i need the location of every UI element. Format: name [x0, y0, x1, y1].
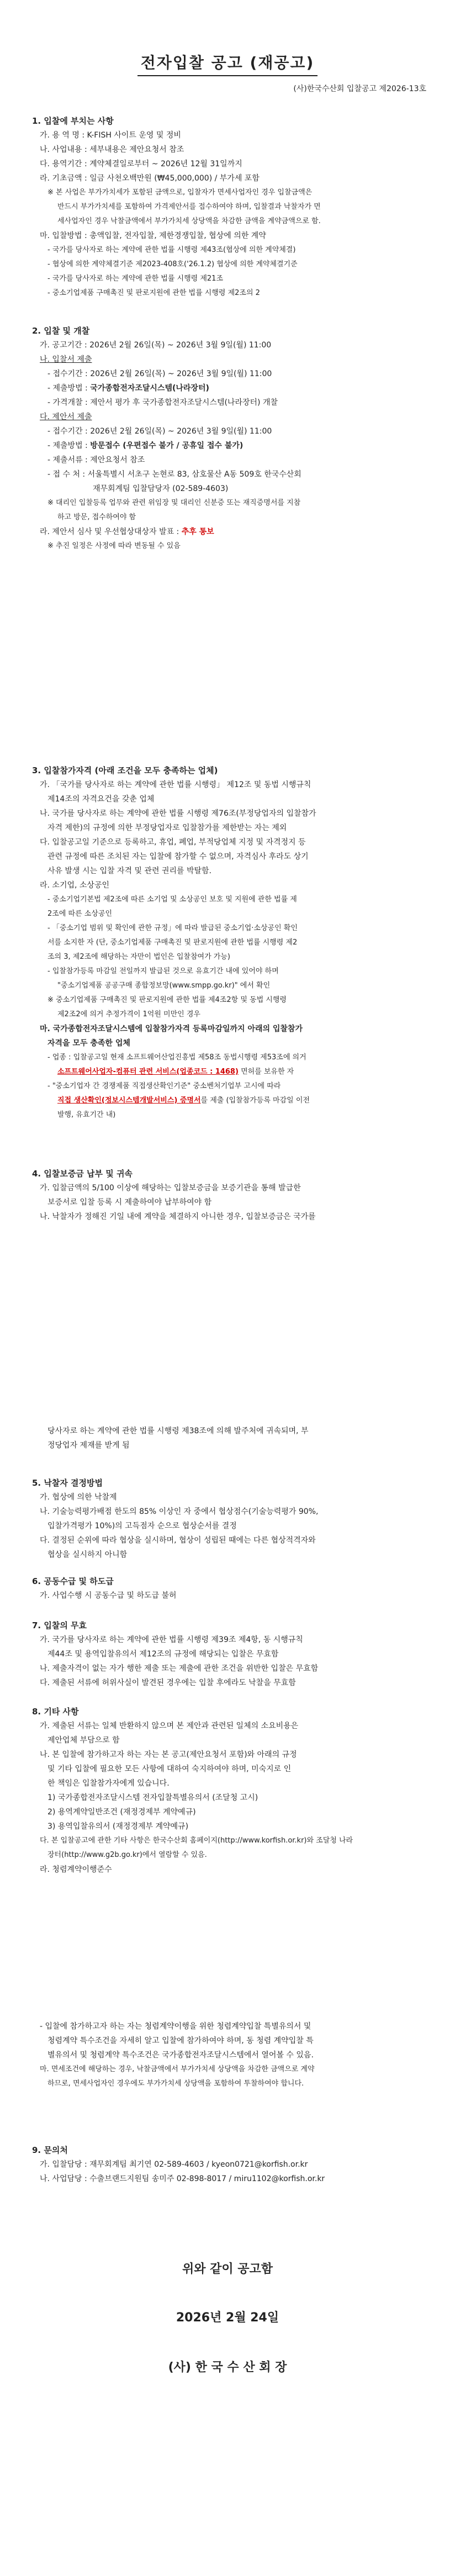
- section-other-matters: [32, 1704, 430, 1877]
- text-line: - 제출서류 : 제안요청서 참조: [47, 456, 145, 464]
- text-line: 가. 사업수행 시 공동수급 및 하도급 불허: [40, 1591, 177, 1600]
- text-line: 다. 본 입찰공고에 관한 기타 사항은 한국수산회 홈페이지(http://www.korfish.or.kr)와 조달청 나라: [40, 1836, 353, 1845]
- section-heading: 8. 기타 사항: [32, 1707, 79, 1717]
- section-heading: 3. 입찰참가자격 (아래 조건을 모두 충족하는 업체): [32, 766, 218, 775]
- text-line: 협상을 실시하지 아니함: [47, 1550, 128, 1559]
- text-line: 반드시 부가가치세를 포함하여 가격제안서를 접수하여야 하며, 입찰결과 낙찰자가 면: [57, 203, 321, 211]
- text-line: 라. 기초금액 : 일금 사천오백만원 (₩45,000,000) / 부가세 포함: [40, 174, 260, 183]
- text-line: 마. 면세조건에 해당하는 경우, 낙찰금액에서 부가가치세 상당액을 차감한 금액으로 계약: [40, 2065, 315, 2073]
- text-line: 나. 입찰서 제출: [40, 355, 92, 364]
- text-line: 당사자로 하는 계약에 관한 법률 시행령 제38조에 의해 발주처에 귀속되며, 부: [47, 1427, 309, 1435]
- text-line: - 접 수 처 : 서울특별시 서초구 논현로 83, 삼호물산 A동 509호 한국수산회: [47, 470, 301, 479]
- text-line: 제14조의 자격요건을 갖춘 업체: [47, 795, 155, 804]
- text-line: 장터(http://www.g2b.go.kr)에서 열람할 수 있음.: [47, 1851, 207, 1859]
- text-line: 라. 제안서 심사 및 우선협상대상자 발표 : 추후 통보: [40, 527, 214, 536]
- text-line: 및 기타 입찰에 필요한 모든 사항에 대하여 숙지하여야 하며, 미숙지로 인: [47, 1765, 292, 1773]
- section-heading: 4. 입찰보증금 납부 및 귀속: [32, 1169, 133, 1179]
- text-line: 소프트웨어사업자-컴퓨터 관련 서비스(업종코드 : 1468) 면허를 보유한 자: [57, 1068, 294, 1076]
- text-line: 하고 방문, 접수하여야 함: [57, 513, 136, 521]
- text-line: 발행, 유효기간 내): [57, 1111, 116, 1119]
- text-line: 세사업자인 경우 낙찰금액에서 부가가치세 상당액을 차감한 금액을 계약금액으로 함.: [57, 217, 321, 225]
- text-line: - 입찰참가등록 마감일 전일까지 발급된 것으로 유효기간 내에 있어야 하며: [47, 967, 279, 975]
- section-heading: 9. 문의처: [32, 2145, 68, 2155]
- section-heading: 2. 입찰 및 개찰: [32, 326, 90, 336]
- text-line: - 업종 : 입찰공고일 현재 소프트웨어산업진흥법 제58조 동법시행령 제53조에 의거: [47, 1053, 306, 1062]
- text-line: 라. 청렴계약이행준수: [40, 1865, 112, 1874]
- text-line: 가. 공고기간 : 2026년 2월 26일(목) ~ 2026년 3월 9일(월) 11:00: [40, 341, 272, 350]
- text-line: 별유의서 및 청렴계약 특수조건은 국가종합전자조달시스템에서 열어볼 수 있음.: [47, 2051, 314, 2060]
- text-line: 다. 용역기간 : 계약체결일로부터 ~ 2026년 12월 31일까지: [40, 160, 242, 168]
- text-line: - 접수기간 : 2026년 2월 26일(목) ~ 2026년 3월 9일(월) 11:00: [47, 369, 272, 378]
- text-line: 2조에 따른 소상공인: [47, 910, 112, 918]
- section-heading: 7. 입찰의 무효: [32, 1620, 87, 1630]
- section-joint-contract: [32, 1574, 430, 1603]
- section-other-matters-continued: [32, 2019, 430, 2091]
- text-line: - 국가를 당사자로 하는 계약에 관한 법률 시행령 제21조: [47, 275, 224, 283]
- text-line: 3) 용역입찰유의서 (재정경제부 계약예규): [47, 1822, 189, 1831]
- text-line: 나. 사업내용 : 세부내용은 제안요청서 참조: [40, 145, 184, 154]
- section-bid-opening: [32, 324, 430, 553]
- text-line: 2) 용역계약일반조건 (재정경제부 계약예규): [47, 1808, 196, 1817]
- text-line: 마. 국가종합전자조달시스템에 입찰참가자격 등록마감일까지 아래의 입찰참가: [40, 1025, 303, 1033]
- text-line: 1) 국가종합전자조달시스템 전자입찰특별유의서 (조달청 고시): [47, 1793, 258, 1802]
- text-line: ※ 대리인 입찰등록 업무와 관련 위임장 및 대리인 신분증 또는 재직증명서를 지참: [47, 499, 301, 507]
- text-line: 조의 3, 제2조에 해당하는 자만이 법인은 입찰참여가 가능): [47, 953, 230, 961]
- section-heading: 5. 낙찰자 결정방법: [32, 1478, 103, 1488]
- text-line: 마. 입찰방법 : 총액입찰, 전자입찰, 제한경쟁입찰, 협상에 의한 계약: [40, 231, 266, 240]
- text-line: 하므로, 면세사업자인 경우에도 부가가치세 상당액을 포함하여 투찰하여야 합니다.: [47, 2079, 304, 2088]
- text-line: 자격 제한)의 규정에 의한 부정당업자로 입찰참가를 제한받는 자는 제외: [47, 824, 287, 832]
- section-bid-bond: [32, 1166, 430, 1224]
- text-line: 사유 발생 시는 입찰 자격 및 관련 권리를 박탈함.: [47, 867, 212, 875]
- section-award-method: [32, 1476, 430, 1562]
- text-line: ※ 추진 일정은 사정에 따라 변동될 수 있음: [47, 542, 181, 550]
- text-line: - 중소기업제품 구매촉진 및 판로지원에 관한 법률 시행령 제2조의 2: [47, 289, 260, 297]
- section-contact: [32, 2143, 430, 2186]
- text-line: 관련 규정에 따른 조치된 자는 입찰에 참가할 수 없으며, 자격심사 후라도 상기: [47, 852, 309, 861]
- text-line: 다. 제출된 서류에 허위사실이 발견된 경우에는 입찰 후에라도 낙찰을 무효함: [40, 1678, 296, 1687]
- text-line: 가. 용 역 명 : K-FISH 사이트 운영 및 정비: [40, 131, 181, 140]
- production-certificate-requirement: 직접 생산확인(정보시스템개발서비스) 증명서: [57, 1096, 201, 1105]
- text-line: - 입찰에 참가하고자 하는 자는 청렴계약이행을 위한 청렴계약입찰 특별유의서 및: [40, 2022, 311, 2031]
- text-line: ※ 본 사업은 부가가치세가 포함된 금액으로, 입찰자가 면세사업자인 경우 입찰금액은: [47, 188, 313, 197]
- closing-statement: 위와 같이 공고함: [182, 2262, 273, 2276]
- contact-project: 나. 사업담당 : 수출브랜드지원팀 송미주 02-898-8017 / miru1102@korfish.or.kr: [40, 2174, 325, 2183]
- text-line: 다. 입찰공고일 기준으로 등록하고, 휴업, 폐업, 부적당업체 지정 및 자격정지 등: [40, 838, 306, 847]
- closing-signature: (사) 한 국 수 산 회 장: [168, 2361, 287, 2374]
- text-line: - 국가를 당사자로 하는 계약에 관한 법률 시행령 제43조(협상에 의한 계약체결): [47, 246, 296, 254]
- section-eligibility: [32, 763, 430, 1122]
- announce-later-text: 추후 통보: [181, 527, 214, 536]
- text-line: 제2조2에 의거 추정가격이 1억원 미만인 경우: [57, 1010, 200, 1018]
- text-line: - 협상에 의한 계약체결기준 제2023-408호('26.1.2) 협상에 의한 계약체결기준: [47, 260, 298, 268]
- text-line: 자격을 모두 충족한 업체: [47, 1039, 130, 1048]
- section-heading: 1. 입찰에 부치는 사항: [32, 116, 114, 126]
- text-line: 제안업체 부담으로 함: [47, 1736, 120, 1745]
- text-line: 다. 결정된 순위에 따라 협상을 실시하며, 협상이 성립된 때에는 다른 협상적격자와: [40, 1536, 316, 1545]
- section-bid-items: [32, 114, 430, 300]
- license-requirement: 소프트웨어사업자-컴퓨터 관련 서비스(업종코드 : 1468): [57, 1068, 239, 1076]
- text-line: 청렴계약 특수조건을 자세히 알고 입찰에 참가하여야 하며, 동 청렴 계약입찰 특: [47, 2036, 314, 2045]
- text-line: 보증서로 입찰 등록 시 제출하여야 납부하여야 함: [47, 1198, 212, 1207]
- closing-date: 2026년 2월 24일: [176, 2311, 279, 2325]
- text-line: 가. 제출된 서류는 일체 반환하지 않으며 본 제안과 관련된 일체의 소요비용은: [40, 1722, 299, 1730]
- text-line: 라. 소기업, 소상공인: [40, 881, 109, 890]
- text-line: - "중소기업자 간 경쟁제품 직접생산확인기준" 중소벤처기업부 고시에 따라: [47, 1082, 281, 1090]
- page-title: 전자입찰 공고 (재공고): [137, 51, 318, 76]
- text-line: 다. 제안서 제출: [40, 413, 92, 421]
- text-line: 정당업자 제재를 받게 됨: [47, 1441, 130, 1450]
- contact-bid: 가. 입찰담당 : 재무회계팀 최기연 02-589-4603 / kyeon0721@korfish.or.kr: [40, 2160, 308, 2169]
- text-line: 나. 제출자격이 없는 자가 행한 제출 또는 제출에 관한 조건을 위반한 입찰은 무효함: [40, 1664, 319, 1673]
- text-line: - 중소기업기본법 제2조에 따른 소기업 및 소상공인 보호 및 지원에 관한 법률 제: [47, 895, 297, 904]
- text-line: 나. 국가를 당사자로 하는 계약에 관한 법률 시행령 제76조(부정당업자의 입찰참가: [40, 809, 316, 818]
- text-line: 서를 소지한 자 (단, 중소기업제품 구매촉진 및 판로지원에 관한 법률 시행령 제2: [47, 938, 298, 947]
- text-line: 가. 입찰금액의 5/100 이상에 해당하는 입찰보증금을 보증기관을 통해 발급한: [40, 1184, 301, 1192]
- text-line: 한 책임은 입찰참가자에게 있습니다.: [47, 1779, 170, 1788]
- text-line: 가. 「국가를 당사자로 하는 계약에 관한 법률 시행령」 제12조 및 동법 시행규칙: [40, 780, 311, 789]
- text-line: 나. 낙찰자가 정해진 기일 내에 계약을 체결하지 아니한 경우, 입찰보증금은 국가를: [40, 1212, 316, 1221]
- text-line: - 「중소기업 범위 및 확인에 관한 규정」에 따라 발급된 중소기업·소상공인 확인: [47, 924, 298, 932]
- text-line: - 접수기간 : 2026년 2월 26일(목) ~ 2026년 3월 9일(월) 11:00: [47, 427, 272, 436]
- text-line: 제44조 및 용역입찰유의서 제12조의 규정에 해당되는 입찰은 무효함: [47, 1650, 279, 1659]
- text-line: 가. 국가를 당사자로 하는 계약에 관한 법률 시행령 제39조 제4항, 동 시행규칙: [40, 1635, 303, 1644]
- section-bid-bond-continued: [32, 1424, 430, 1453]
- text-line: ※ 중소기업제품 구매촉진 및 판로지원에 관한 법률 제4조2항 및 동법 시행령: [47, 996, 287, 1004]
- text-line: 직접 생산확인(정보시스템개발서비스) 증명서를 제출 (입찰참가등록 마감일 이전: [57, 1096, 310, 1105]
- section-heading: 6. 공동수급 및 하도급: [32, 1576, 114, 1586]
- text-line: 나. 기술능력평가배점 한도의 85% 이상인 자 중에서 협상점수(기술능력평가 90%,: [40, 1507, 319, 1516]
- text-line: 입찰가격평가 10%)의 고득점자 순으로 협상순서를 결정: [47, 1522, 237, 1530]
- text-line: 가. 협상에 의한 낙찰제: [40, 1493, 117, 1502]
- text-line: 재무회계팀 입찰담당자 (02-589-4603): [93, 484, 229, 493]
- text-line: - 제출방법 : 방문접수 (우편접수 불가 / 공휴일 접수 불가): [47, 441, 244, 450]
- notice-number: (사)한국수산회 입찰공고 제2026-13호: [293, 85, 426, 93]
- section-invalid-bids: [32, 1618, 430, 1690]
- text-line: 나. 본 입찰에 참가하고자 하는 자는 본 공고(제안요청서 포함)와 아래의 규정: [40, 1750, 297, 1759]
- text-line: - 가격개찰 : 제안서 평가 후 국가종합전자조달시스템(나라장터) 개찰: [47, 398, 278, 407]
- text-line: "중소기업제품 공공구매 종합정보망(www.smpp.go.kr)" 에서 확인: [57, 981, 271, 990]
- text-line: - 제출방법 : 국가종합전자조달시스템(나라장터): [47, 384, 209, 393]
